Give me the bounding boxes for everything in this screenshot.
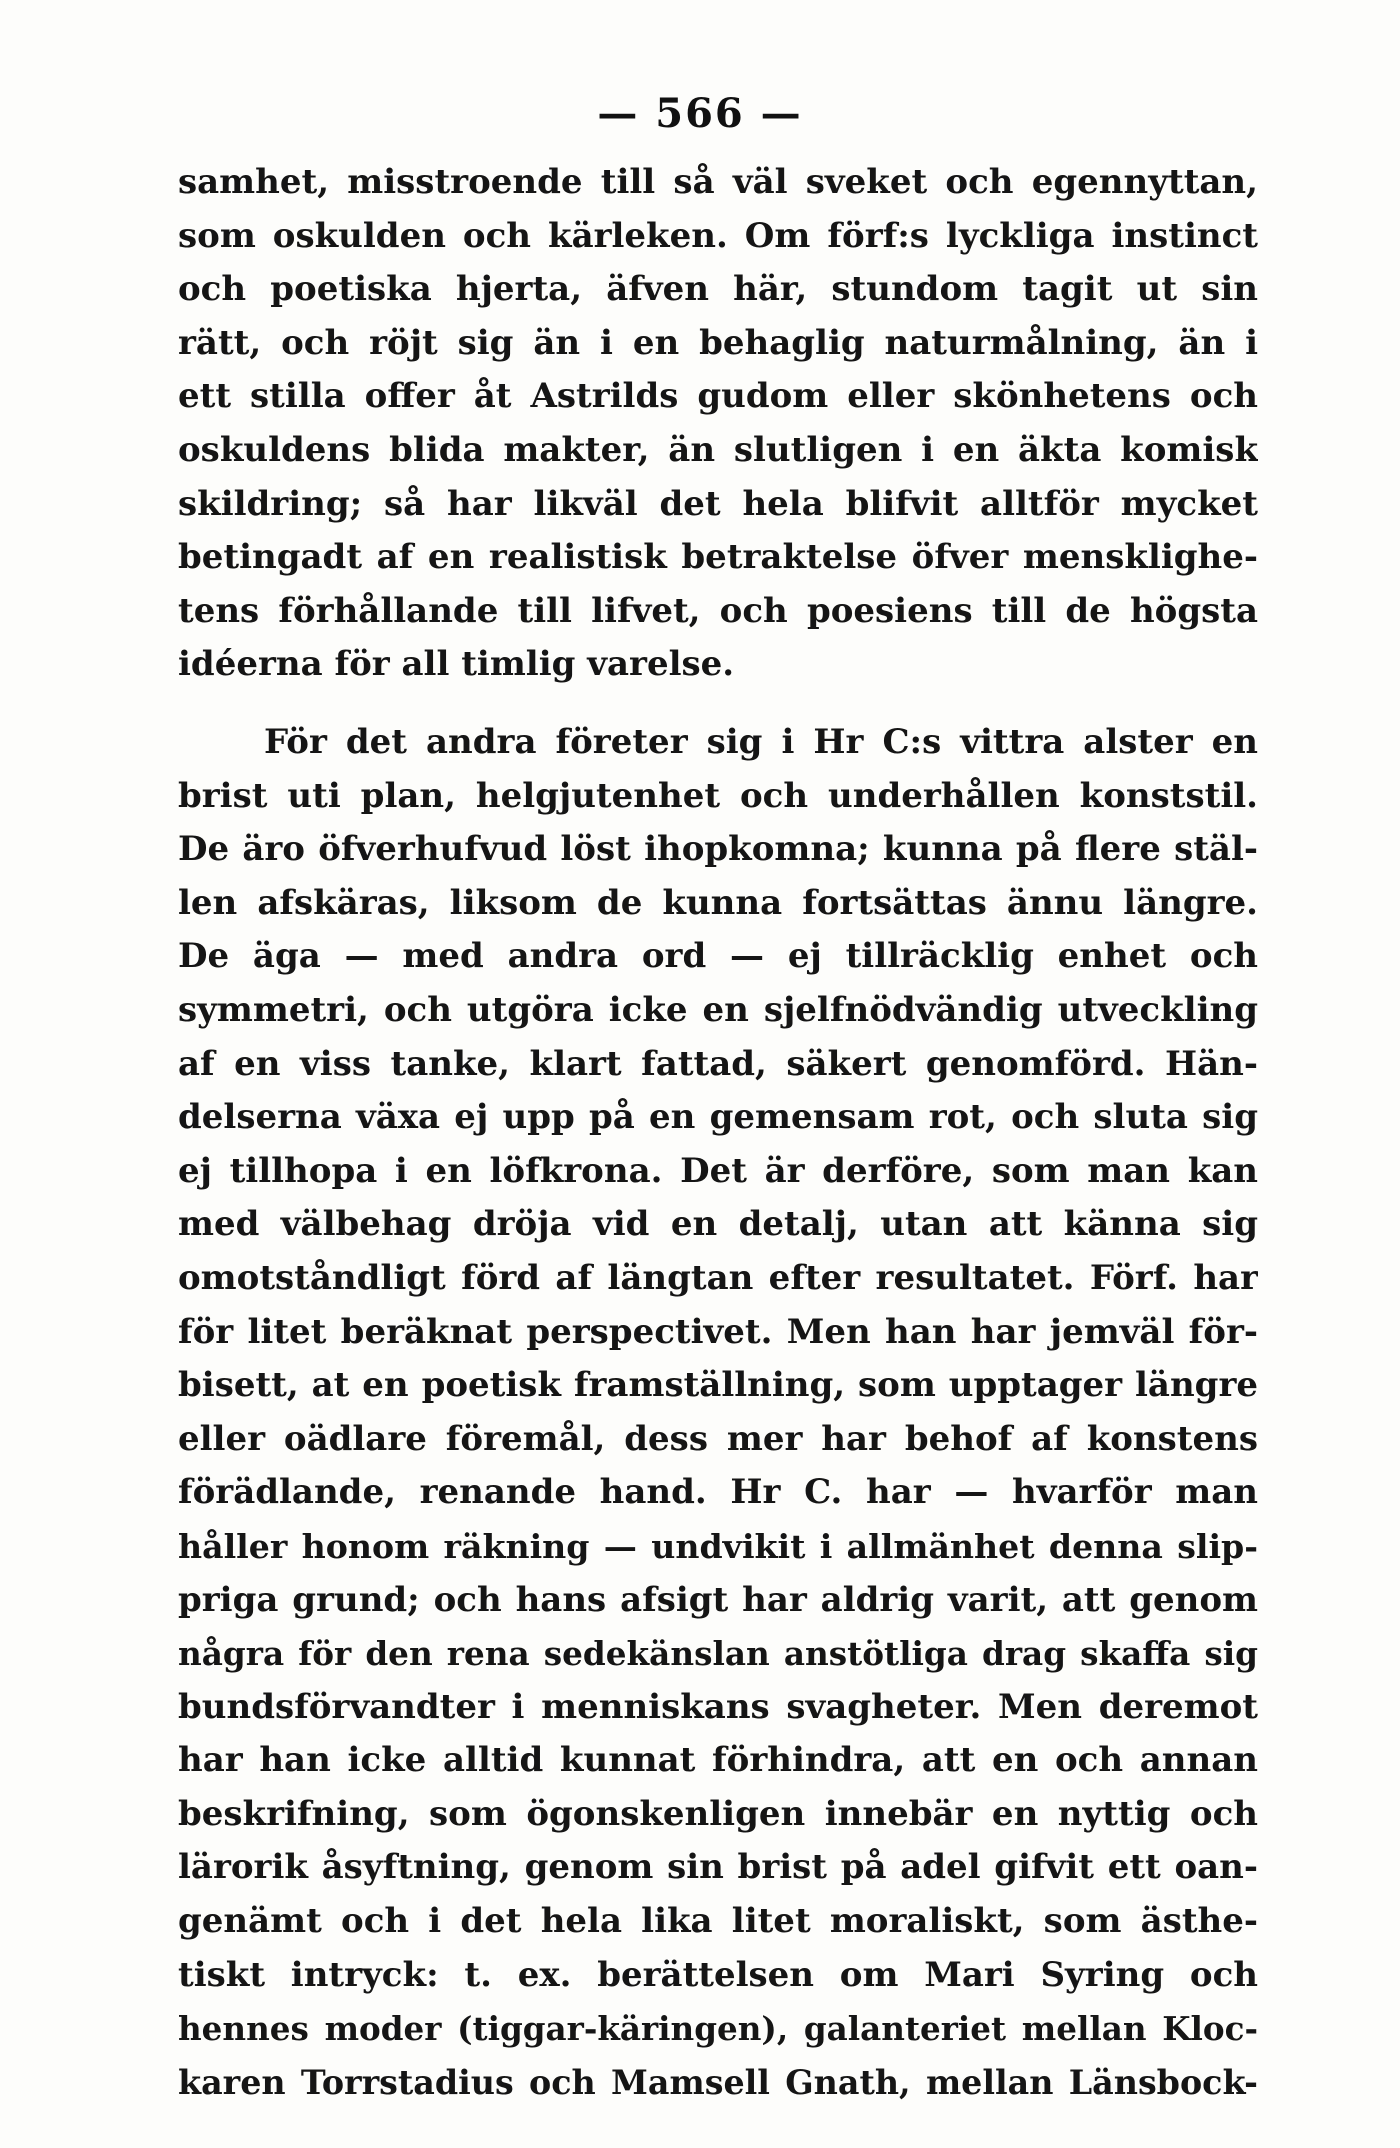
text-line: några för den rena sedekänslan anstötliga drag skaffa sig: [178, 1634, 1258, 1674]
text-line: För det andra företer sig i Hr C:s vittra alster en: [264, 722, 1258, 762]
text-line: håller honom räkning — undvikit i allmänhet denna slip-: [178, 1526, 1258, 1566]
text-line: skildring; så har likväl det hela blifvit alltför mycket: [178, 483, 1258, 524]
text-line: omotståndligt förd af längtan efter resultatet. Förf. har: [178, 1257, 1258, 1298]
text-line: samhet, misstroende till så väl sveket och egennyttan,: [178, 162, 1258, 202]
text-line: genämt och i det hela lika litet moraliskt, som ästhe-: [178, 1901, 1258, 1942]
text-line: af en viss tanke, klart fattad, säkert genomförd. Hän-: [178, 1043, 1258, 1084]
text-line: som oskulden och kärleken. Om förf:s lyckliga instinct: [178, 215, 1258, 256]
text-line: ej tillhopa i en löfkrona. Det är derföre, som man kan: [178, 1150, 1258, 1191]
paragraph-1: [178, 156, 1258, 692]
text-line: oskuldens blida makter, än slutligen i en äkta komisk: [178, 429, 1258, 470]
text-line: tens förhållande till lifvet, och poesiens till de högsta: [178, 590, 1258, 631]
text-line: bisett, at en poetisk framställning, som upptager längre: [178, 1365, 1258, 1406]
text-line: och poetiska hjerta, äfven här, stundom tagit ut sin: [178, 269, 1258, 310]
text-line: idéerna för all timlig varelse.: [178, 644, 735, 685]
text-line: karen Torrstadius och Mamsell Gnath, mellan Länsbock-: [178, 2062, 1258, 2102]
text-line: lärorik åsyftning, genom sin brist på adel gifvit ett oan-: [178, 1847, 1258, 1888]
text-line: brist uti plan, helgjutenhet och underhållen konststil.: [178, 775, 1258, 816]
page-number: — 566 —: [597, 90, 803, 137]
text-line: tiskt intryck: t. ex. berättelsen om Mari Syring och: [178, 1954, 1258, 1995]
text-line: eller oädlare föremål, dess mer har behof af konstens: [178, 1418, 1258, 1459]
text-line: ett stilla offer åt Astrilds gudom eller skönhetens och: [178, 376, 1258, 417]
text-line: rätt, och röjt sig än i en behaglig naturmålning, än i: [178, 322, 1258, 363]
text-line: förädlande, renande hand. Hr C. har — hvarför man: [178, 1472, 1258, 1513]
text-line: delserna växa ej upp på en gemensam rot, och sluta sig: [178, 1097, 1258, 1138]
text-line: len afskäras, liksom de kunna fortsättas ännu längre.: [178, 882, 1258, 923]
text-line: betingadt af en realistisk betraktelse öfver mensklighe-: [178, 537, 1258, 578]
text-line: hennes moder (tiggar-käringen), galanteriet mellan Kloc-: [178, 2009, 1258, 2049]
text-line: symmetri, och utgöra icke en sjelfnödvändig utveckling: [178, 989, 1258, 1030]
paragraph-2: [178, 716, 1258, 2109]
text-line: med välbehag dröja vid en detalj, utan att känna sig: [178, 1204, 1258, 1245]
text-line: bundsförvandter i menniskans svagheter. Men deremot: [178, 1686, 1258, 1727]
text-line: beskrifning, som ögonskenligen innebär en nyttig och: [178, 1793, 1258, 1834]
text-line: De äga — med andra ord — ej tillräcklig enhet och: [178, 936, 1258, 977]
text-line: De äro öfverhufvud löst ihopkomna; kunna på flere stäl-: [178, 829, 1258, 870]
text-line: har han icke alltid kunnat förhindra, att en och annan: [178, 1740, 1258, 1781]
text-line: för litet beräknat perspectivet. Men han har jemväl för-: [178, 1311, 1258, 1352]
text-line: priga grund; och hans afsigt har aldrig varit, att genom: [178, 1579, 1258, 1620]
